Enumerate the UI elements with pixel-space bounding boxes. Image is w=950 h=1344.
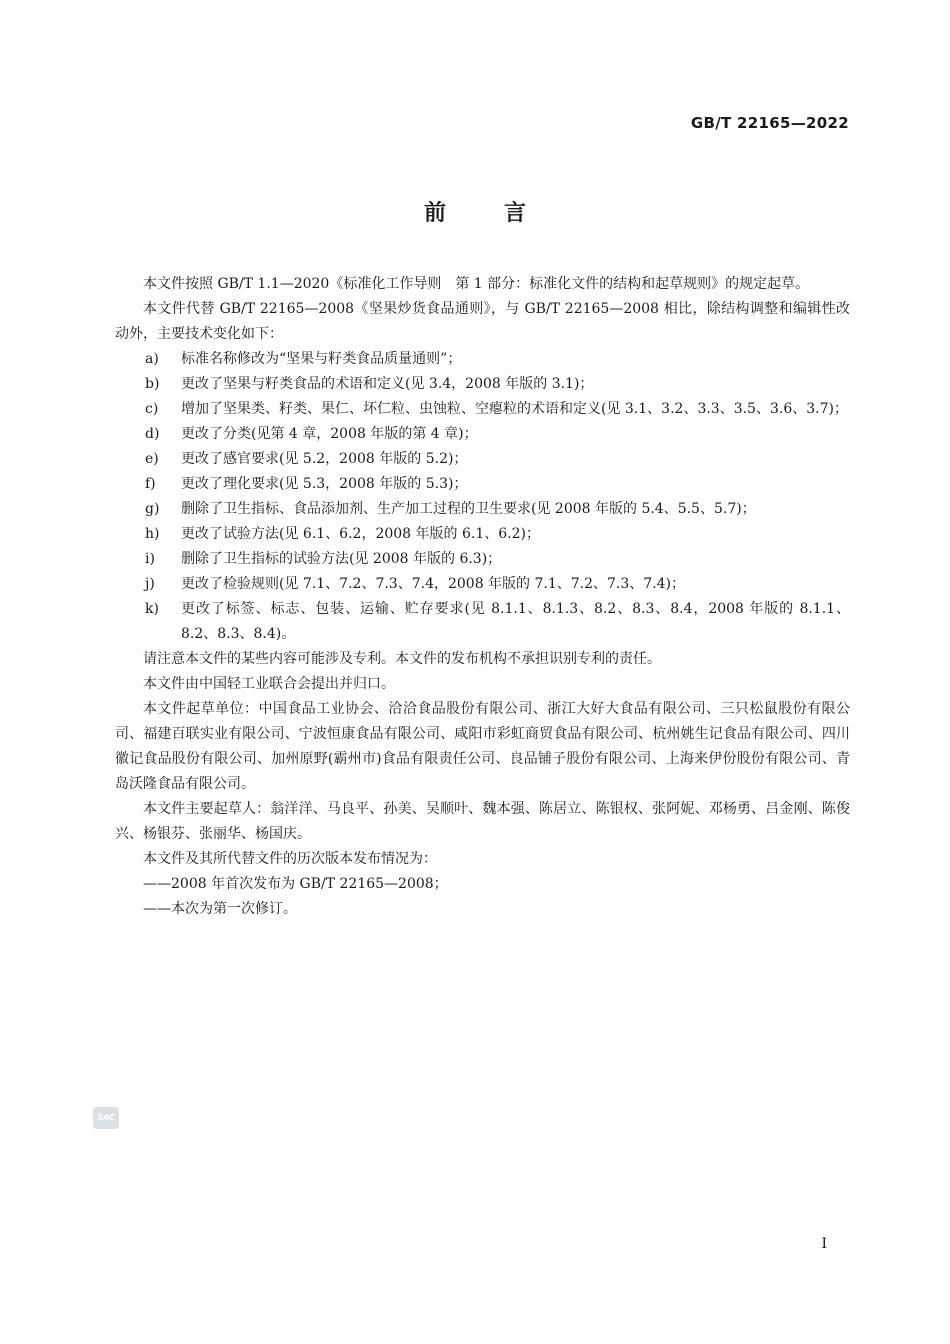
list-item-label: f) <box>145 476 156 492</box>
list-item-text: 标准名称修改为“坚果与籽类食品质量通则”； <box>181 351 462 367</box>
list-item-label: k) <box>145 601 159 617</box>
list-item <box>115 597 850 647</box>
list-item <box>115 347 850 372</box>
list-item <box>115 397 850 422</box>
list-item-label: g) <box>145 501 160 517</box>
paragraph-proposer: 本文件由中国轻工业联合会提出并归口。 <box>143 676 395 692</box>
paragraph-drafting-rules: 本文件按照 GB/T 1.1—2020《标准化工作导则 第 1 部分：标准化文件的结构和起草规则》的规定起草。 <box>143 276 810 292</box>
list-item-label: d) <box>145 426 160 442</box>
list-item <box>115 572 850 597</box>
list-item-text: 增加了坚果类、籽类、果仁、坏仁粒、虫蚀粒、空瘪粒的术语和定义(见 3.1、3.2、3.3、3.5、3.6、3.7)； <box>181 401 848 417</box>
list-item-text: 更改了试验方法(见 6.1、6.2，2008 年版的 6.1、6.2)； <box>181 526 540 542</box>
list-item-text: 更改了感官要求(见 5.2，2008 年版的 5.2)； <box>181 451 468 467</box>
list-item-label: a) <box>145 351 159 367</box>
list-item-text: 更改了检验规则(见 7.1、7.2、7.3、7.4，2008 年版的 7.1、7.2、7.3、7.4)； <box>181 576 686 592</box>
foreword-body <box>115 272 850 922</box>
paragraph-drafting-units: 本文件起草单位：中国食品工业协会、洽洽食品股份有限公司、浙江大好大食品有限公司、三只松鼠股份有限公司、福建百联实业有限公司、宁波恒康食品有限公司、咸阳市彩虹商贸食品有限公司、杭州姚生记食品有限公司、四川徽记食品股份有限公司、加州原野(霸州市)食品有限责任公司、良品铺子股份有限公司、上海来伊份股份有限公司、青岛沃隆食品有限公司。 <box>115 701 850 792</box>
paragraph-patent-notice: 请注意本文件的某些内容可能涉及专利。本文件的发布机构不承担识别专利的责任。 <box>143 651 661 667</box>
list-item-label: e) <box>145 451 159 467</box>
history-item: ——本次为第一次修订。 <box>143 901 297 917</box>
paragraph-replacement: 本文件代替 GB/T 22165—2008《坚果炒货食品通则》，与 GB/T 22165—2008 相比，除结构调整和编辑性改动外，主要技术变化如下： <box>115 301 850 342</box>
list-item-label: h) <box>145 526 160 542</box>
list-item-label: j) <box>145 576 155 592</box>
paragraph-drafters: 本文件主要起草人：翁洋洋、马良平、孙美、吴顺叶、魏本强、陈居立、陈银权、张阿妮、邓杨勇、吕金刚、陈俊兴、杨银芬、张丽华、杨国庆。 <box>115 801 850 842</box>
list-item-text: 更改了标签、标志、包装、运输、贮存要求(见 8.1.1、8.1.3、8.2、8.3、8.4，2008 年版的 8.1.1、8.2、8.3、8.4)。 <box>181 601 850 642</box>
list-item <box>115 447 850 472</box>
sac-watermark-logo: SAC <box>93 1107 119 1129</box>
list-item <box>115 497 850 522</box>
history-item: ——2008 年首次发布为 GB/T 22165—2008； <box>143 876 448 892</box>
list-item-label: b) <box>145 376 160 392</box>
list-item <box>115 472 850 497</box>
list-item-text: 删除了卫生指标、食品添加剂、生产加工过程的卫生要求(见 2008 年版的 5.4、5.5、5.7)； <box>181 501 756 517</box>
list-item-label: c) <box>145 401 159 417</box>
list-item-label: i) <box>145 551 155 567</box>
list-item-text: 更改了分类(见第 4 章，2008 年版的第 4 章)； <box>181 426 478 442</box>
page-title: 前言 <box>423 201 584 226</box>
page-number: I <box>821 1236 827 1252</box>
list-item <box>115 547 850 572</box>
list-item-text: 删除了卫生指标的试验方法(见 2008 年版的 6.3)； <box>181 551 502 567</box>
paragraph-history-intro: 本文件及其所代替文件的历次版本发布情况为： <box>143 851 437 867</box>
standard-number: GB/T 22165—2022 <box>690 114 849 132</box>
list-item <box>115 522 850 547</box>
list-item-text: 更改了理化要求(见 5.3，2008 年版的 5.3)； <box>181 476 468 492</box>
changes-list <box>115 347 850 647</box>
list-item <box>115 422 850 447</box>
list-item <box>115 372 850 397</box>
list-item-text: 更改了坚果与籽类食品的术语和定义(见 3.4，2008 年版的 3.1)； <box>181 376 594 392</box>
